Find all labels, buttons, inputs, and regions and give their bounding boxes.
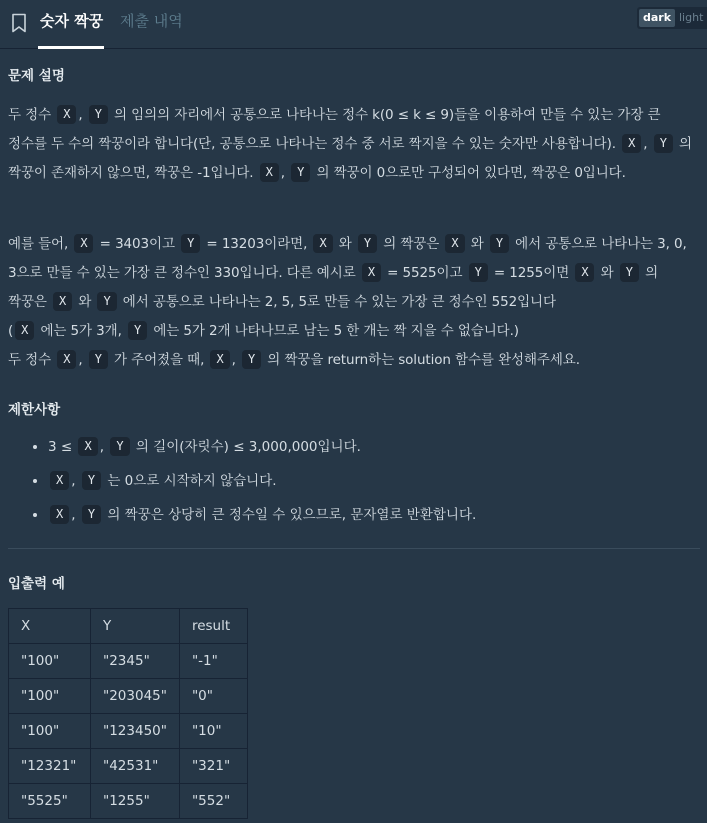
cell-result: "-1" [179, 644, 247, 679]
text: 두 정수 [8, 352, 56, 368]
text: , [231, 352, 240, 368]
io-example-table [8, 608, 248, 819]
text: = 1255이면 [489, 265, 574, 281]
text: 의 임의의 자리에서 공통으로 나타나는 정수 k(0 ≤ k ≤ 9)들을 이용하여 만들 수 있는 가장 큰 정수를 두 수의 짝꿍이라 합니다(단, 공통으로 나타나는 정수 중 서로 짝지을 수 있는 숫자만 사용합니다). [8, 107, 661, 152]
code-y: Y [469, 263, 488, 282]
text: 두 정수 [8, 107, 56, 123]
constraint-item [48, 498, 688, 532]
text: 의 짝꿍은 [379, 236, 444, 252]
code-y: Y [620, 263, 639, 282]
code-x: X [445, 234, 464, 253]
code-y: Y [89, 350, 108, 369]
column-header-result: result [179, 609, 247, 644]
code-y: Y [128, 321, 147, 340]
code-y: Y [181, 234, 200, 253]
text: , [71, 473, 80, 489]
text: 의 짝꿍은 [8, 265, 659, 310]
text: , [78, 107, 87, 123]
cell-x: "100" [9, 714, 91, 749]
io-example-title: 입출력 예 [8, 576, 65, 592]
code-y: Y [242, 350, 261, 369]
text: 에서 공통으로 나타나는 2, 5, 5로 만들 수 있는 가장 큰 정수인 552입니다 [118, 294, 556, 310]
code-y: Y [89, 105, 108, 124]
code-y: Y [110, 437, 129, 456]
code-x: X [50, 505, 69, 524]
text: 와 [596, 265, 618, 281]
code-x: X [362, 263, 381, 282]
table-row [9, 644, 248, 679]
text: ( [8, 323, 14, 339]
theme-dark-button[interactable]: dark [639, 9, 675, 27]
table-row [9, 714, 248, 749]
code-x: X [74, 234, 93, 253]
text: , [99, 439, 109, 455]
cell-x: "100" [9, 679, 91, 714]
problem-paragraph-2 [8, 230, 694, 375]
text: = 5525이고 [382, 265, 467, 281]
text: 와 [466, 236, 488, 252]
constraints-list [8, 430, 688, 532]
cell-y: "2345" [91, 644, 180, 679]
constraints-title: 제한사항 [8, 402, 61, 418]
table-row [9, 679, 248, 714]
text: , [280, 165, 290, 181]
code-x: X [57, 105, 76, 124]
constraint-item [48, 464, 688, 498]
table-header-row [9, 609, 248, 644]
cell-result: "321" [179, 749, 247, 784]
code-x: X [260, 163, 279, 182]
text: 에서 공통으로 나타나는 3, 0, 3으로 만들 수 있는 가장 큰 정수인 330입니다. 다른 예시로 [8, 236, 687, 281]
code-y: Y [82, 471, 101, 490]
tab-problem[interactable]: 숫자 짝꿍 [40, 12, 104, 30]
code-x: X [57, 350, 76, 369]
code-y: Y [291, 163, 310, 182]
column-header-y: Y [91, 609, 180, 644]
text: 에는 5가 2개 나타나므로 남는 5 한 개는 짝 지을 수 없습니다.) [149, 323, 519, 339]
cell-result: "552" [179, 784, 247, 819]
text: 가 주어졌을 때, [109, 352, 209, 368]
text: 에는 5가 3개, [36, 323, 126, 339]
text: , [78, 352, 87, 368]
text: = 13203이라면, [202, 236, 312, 252]
code-y: Y [82, 505, 101, 524]
problem-paragraph-1 [8, 101, 694, 188]
text: 의 길이(자릿수) ≤ 3,000,000입니다. [131, 439, 361, 455]
text: , [71, 507, 80, 523]
header-tab-bar [0, 0, 707, 49]
cell-result: "10" [179, 714, 247, 749]
text: 는 0으로 시작하지 않습니다. [103, 473, 277, 489]
code-x: X [78, 437, 97, 456]
tab-submissions[interactable]: 제출 내역 [120, 12, 183, 30]
cell-x: "100" [9, 644, 91, 679]
problem-description-title: 문제 설명 [8, 68, 65, 84]
theme-toggle[interactable] [637, 7, 707, 29]
code-x: X [50, 471, 69, 490]
cell-y: "203045" [91, 679, 180, 714]
column-header-x: X [9, 609, 91, 644]
cell-y: "42531" [91, 749, 180, 784]
text: 의 짝꿍이 존재하지 않으면, 짝꿍은 -1입니다. [8, 136, 692, 181]
cell-x: "12321" [9, 749, 91, 784]
bookmark-icon[interactable] [11, 13, 27, 33]
section-divider [8, 548, 700, 549]
cell-y: "1255" [91, 784, 180, 819]
text: 의 짝꿍이 0으로만 구성되어 있다면, 짝꿍은 0입니다. [312, 165, 626, 181]
code-x: X [622, 134, 641, 153]
cell-result: "0" [179, 679, 247, 714]
constraint-item [48, 430, 688, 464]
cell-y: "123450" [91, 714, 180, 749]
theme-light-button[interactable]: light [679, 11, 704, 24]
code-y: Y [97, 292, 116, 311]
text: 예를 들어, [8, 236, 73, 252]
text: , [643, 136, 652, 152]
active-tab-indicator [38, 46, 104, 49]
code-x: X [53, 292, 72, 311]
code-x: X [575, 263, 594, 282]
code-x: X [210, 350, 229, 369]
text: 3 ≤ [48, 439, 77, 455]
code-y: Y [358, 234, 377, 253]
cell-x: "5525" [9, 784, 91, 819]
code-y: Y [490, 234, 509, 253]
text: = 3403이고 [95, 236, 180, 252]
code-x: X [313, 234, 332, 253]
text: 와 [334, 236, 356, 252]
text: 의 짝꿍을 return하는 solution 함수를 완성해주세요. [263, 352, 580, 368]
table-row [9, 749, 248, 784]
table-row [9, 784, 248, 819]
code-x: X [15, 321, 34, 340]
text: 의 짝꿍은 상당히 큰 정수일 수 있으므로, 문자열로 반환합니다. [103, 507, 477, 523]
code-y: Y [654, 134, 673, 153]
text: 와 [74, 294, 96, 310]
